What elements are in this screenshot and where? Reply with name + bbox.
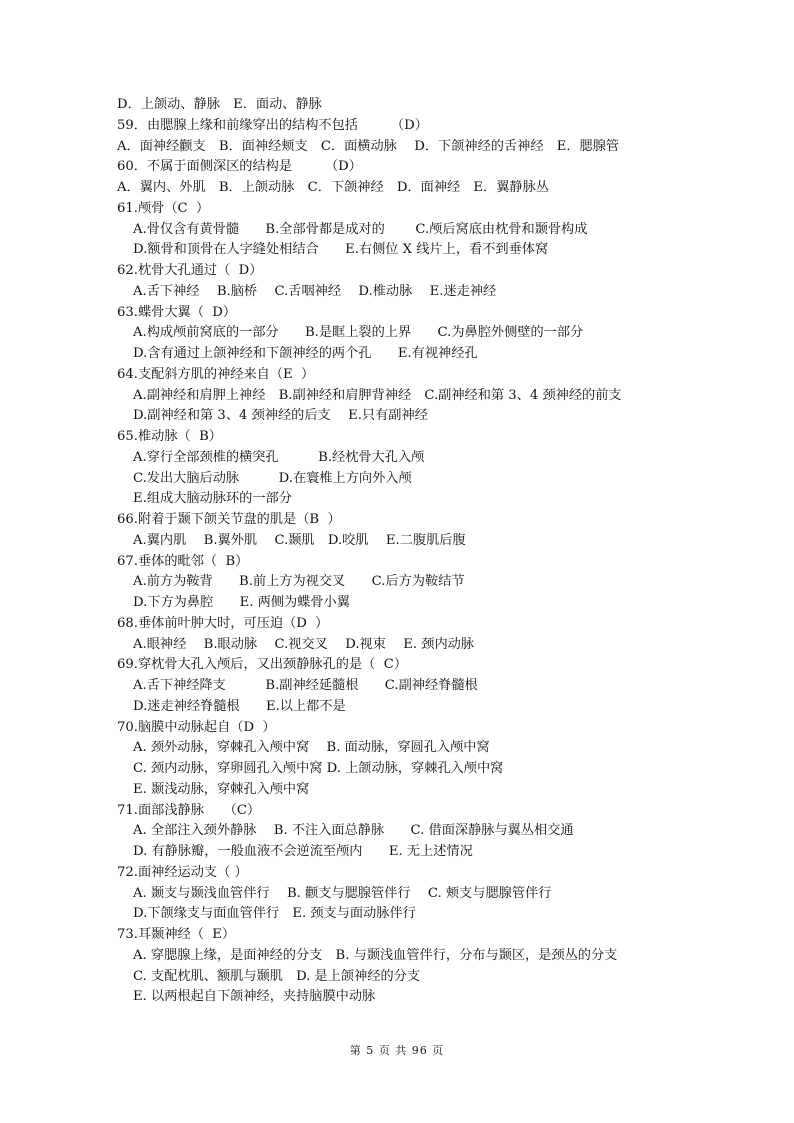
question-line: 71.面部浅静脉 （C） xyxy=(117,802,261,818)
question-line: 64.支配斜方肌的神经来自（E ） xyxy=(117,366,315,382)
question-line: 66.附着于颞下颌关节盘的肌是（B ） xyxy=(117,512,341,527)
question-line: 65.椎动脉（ B） xyxy=(117,429,222,444)
answer-option-line: E. 颞浅动脉，穿棘孔入颅中窝 xyxy=(133,781,310,797)
question-line: 61.颅骨（C ） xyxy=(117,200,210,216)
question-line: 67.垂体的毗邻（ B） xyxy=(117,553,249,569)
answer-option-line: E. 以两根起自下颌神经，夹持脑膜中动脉 xyxy=(133,989,376,1005)
answer-option-line: A.舌下神经 B.脑桥 C.舌咽神经 D.椎动脉 E.迷走神经 xyxy=(133,283,497,299)
question-line: 68.垂体前叶肿大时，可压迫（D ） xyxy=(117,615,329,631)
answer-option-line: D.含有通过上颌神经和下颌神经的两个孔 E.有视神经孔 xyxy=(133,346,478,361)
answer-option-line: D.副神经和第 3、4 颈神经的后支 E.只有副神经 xyxy=(133,408,428,424)
answer-option-line: D.迷走神经脊髓根 E.以上都不是 xyxy=(133,698,346,714)
answer-option-line: D.额骨和顶骨在人字缝处相结合 E.右侧位 X 线片上，看不到垂体窝 xyxy=(133,242,549,258)
question-line: 72.面神经运动支（ ） xyxy=(117,864,248,880)
answer-option-line: A. 全部注入颈外静脉 B. 不注入面总静脉 C. 借面深静脉与翼丛相交通 xyxy=(133,823,574,839)
question-line: 59．由腮腺上缘和前缘穿出的结构不包括 （D） xyxy=(117,117,428,133)
answer-option-line: A.翼内肌 B.翼外肌 C.颞肌 D.咬肌 E.二腹肌后腹 xyxy=(133,532,466,548)
answer-option-line: A.构成颅前窝底的一部分 B.是眶上裂的上界 C.为鼻腔外侧壁的一部分 xyxy=(133,325,584,341)
answer-option-line: D.下颌缘支与面血管伴行 E. 颈支与面动脉伴行 xyxy=(133,906,416,922)
question-line: 73.耳颞神经（ E） xyxy=(117,927,236,942)
question-line: 62.枕骨大孔通过（ D） xyxy=(117,263,263,278)
answer-option-line: C. 颈内动脉，穿卵圆孔入颅中窝 D. 上颌动脉，穿棘孔入颅中窝 xyxy=(133,761,504,776)
answer-option-line: A.眼神经 B.眼动脉 C.视交叉 D.视束 E. 颈内动脉 xyxy=(133,636,475,652)
answer-option-line: A.骨仅含有黄骨髓 B.全部骨都是成对的 C.颅后窝底由枕骨和颞骨构成 xyxy=(133,221,588,237)
answer-option-line: D.下方为鼻腔 E. 两侧为蝶骨小翼 xyxy=(133,595,350,610)
answer-option-line: A. 颞支与颞浅血管伴行 B. 颧支与腮腺管伴行 C. 颊支与腮腺管伴行 xyxy=(133,885,552,901)
question-line: 69.穿枕骨大孔入颅后，又出颈静脉孔的是（ C） xyxy=(117,657,408,673)
answer-option-line: D. 有静脉瓣，一般血液不会逆流至颅内 E. 无上述情况 xyxy=(133,844,473,859)
answer-option-line: A.副神经和肩胛上神经 B.副神经和肩胛背神经 C.副神经和第 3、4 颈神经的前支 xyxy=(133,387,622,403)
question-text-block xyxy=(117,95,677,1008)
answer-option-line: A.前方为鞍背 B.前上方为视交叉 C.后方为鞍结节 xyxy=(133,574,465,590)
answer-option-line: A.舌下神经降支 B.副神经延髓根 C.副神经脊髓根 xyxy=(133,678,478,693)
answer-option-line: A. 穿腮腺上缘，是面神经的分支 B. 与颞浅血管伴行，分布与颞区，是颈丛的分支 xyxy=(133,947,618,963)
question-line: A．翼内、外肌 B．上颌动脉 C．下颌神经 D．面神经 E．翼静脉丛 xyxy=(117,180,549,195)
page-number: 第 5 页 共 96 页 xyxy=(349,1044,445,1057)
answer-option-line: C. 支配枕肌、额肌与颞肌 D. 是上颌神经的分支 xyxy=(133,968,421,984)
question-line: 63.蝶骨大翼（ D） xyxy=(117,304,237,320)
question-line: D．上颌动、静脉 E．面动、静脉 xyxy=(117,97,322,112)
answer-option-line: C.发出大脑后动脉 D.在寰椎上方向外入颅 xyxy=(133,470,412,486)
question-line: A．面神经颧支 B．面神经颊支 C．面横动脉 D．下颌神经的舌神经 E．腮腺管 xyxy=(117,138,620,154)
question-line: 70.脑膜中动脉起自（D ） xyxy=(117,719,276,735)
page-footer xyxy=(0,1042,794,1058)
answer-option-line: E.组成大脑动脉环的一部分 xyxy=(133,491,292,507)
answer-option-line: A.穿行全部颈椎的横突孔 B.经枕骨大孔入颅 xyxy=(133,449,425,465)
question-line: 60．不属于面侧深区的结构是 （D） xyxy=(117,159,362,175)
answer-option-line: A. 颈外动脉，穿棘孔入颅中窝 B. 面动脉，穿圆孔入颅中窝 xyxy=(133,740,490,756)
